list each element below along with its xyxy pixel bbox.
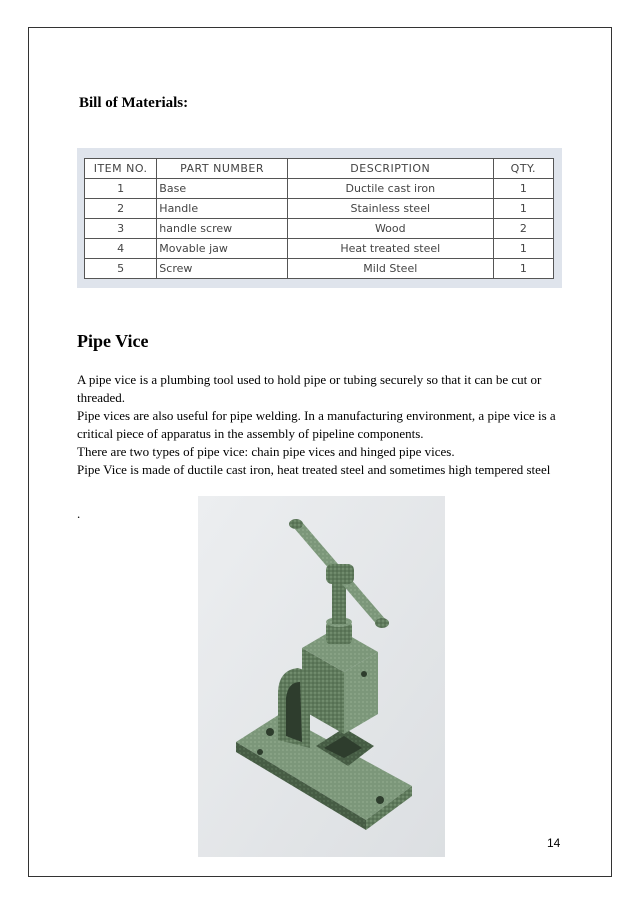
handle-hub — [326, 564, 354, 584]
qty-cell: 1 — [493, 179, 553, 199]
header-description: DESCRIPTION — [287, 159, 493, 179]
bolt-hole — [257, 749, 263, 755]
item-no-cell: 4 — [85, 239, 157, 259]
header-qty: QTY. — [493, 159, 553, 179]
description-cell: Mild Steel — [287, 259, 493, 279]
table-row — [85, 219, 554, 239]
qty-cell: 1 — [493, 239, 553, 259]
description-cell: Heat treated steel — [287, 239, 493, 259]
qty-cell: 1 — [493, 259, 553, 279]
description-cell: Wood — [287, 219, 493, 239]
page-number: 14 — [547, 836, 561, 850]
paragraph: Pipe Vice is made of ductile cast iron, heat treated steel and sometimes high tempered steel — [77, 462, 551, 477]
table-row — [85, 239, 554, 259]
part-number-cell: handle screw — [157, 219, 288, 239]
item-no-cell: 5 — [85, 259, 157, 279]
bolt-hole — [266, 728, 274, 736]
paragraph: Pipe vices are also useful for pipe welding. In a manufacturing environment, a pipe vice is a critical piece of apparatus in the assembly of pipeline components. — [77, 408, 556, 441]
qty-cell: 2 — [493, 219, 553, 239]
table-row — [85, 179, 554, 199]
bom-table-panel — [77, 148, 562, 288]
table-row — [85, 259, 554, 279]
bom-header-row — [85, 159, 554, 179]
item-no-cell: 3 — [85, 219, 157, 239]
section-title: Pipe Vice — [77, 331, 149, 351]
bom-table — [84, 158, 554, 279]
bolt-hole — [376, 796, 384, 804]
paragraph: A pipe vice is a plumbing tool used to hold pipe or tubing securely so that it can be cut or threaded. — [77, 372, 542, 405]
pipe-vice-image — [198, 496, 445, 857]
header-part-number: PART NUMBER — [157, 159, 288, 179]
part-number-cell: Base — [157, 179, 288, 199]
paragraph: There are two types of pipe vice: chain pipe vices and hinged pipe vices. — [77, 444, 455, 459]
part-number-cell: Handle — [157, 199, 288, 219]
bom-heading: Bill of Materials: — [79, 95, 189, 111]
description-cell: Ductile cast iron — [287, 179, 493, 199]
section-body — [77, 371, 557, 479]
table-row — [85, 199, 554, 219]
part-number-cell: Movable jaw — [157, 239, 288, 259]
header-item-no: ITEM NO. — [85, 159, 157, 179]
item-no-cell: 1 — [85, 179, 157, 199]
stray-period: . — [77, 506, 81, 521]
description-cell: Stainless steel — [287, 199, 493, 219]
qty-cell: 1 — [493, 199, 553, 219]
item-no-cell: 2 — [85, 199, 157, 219]
part-number-cell: Screw — [157, 259, 288, 279]
